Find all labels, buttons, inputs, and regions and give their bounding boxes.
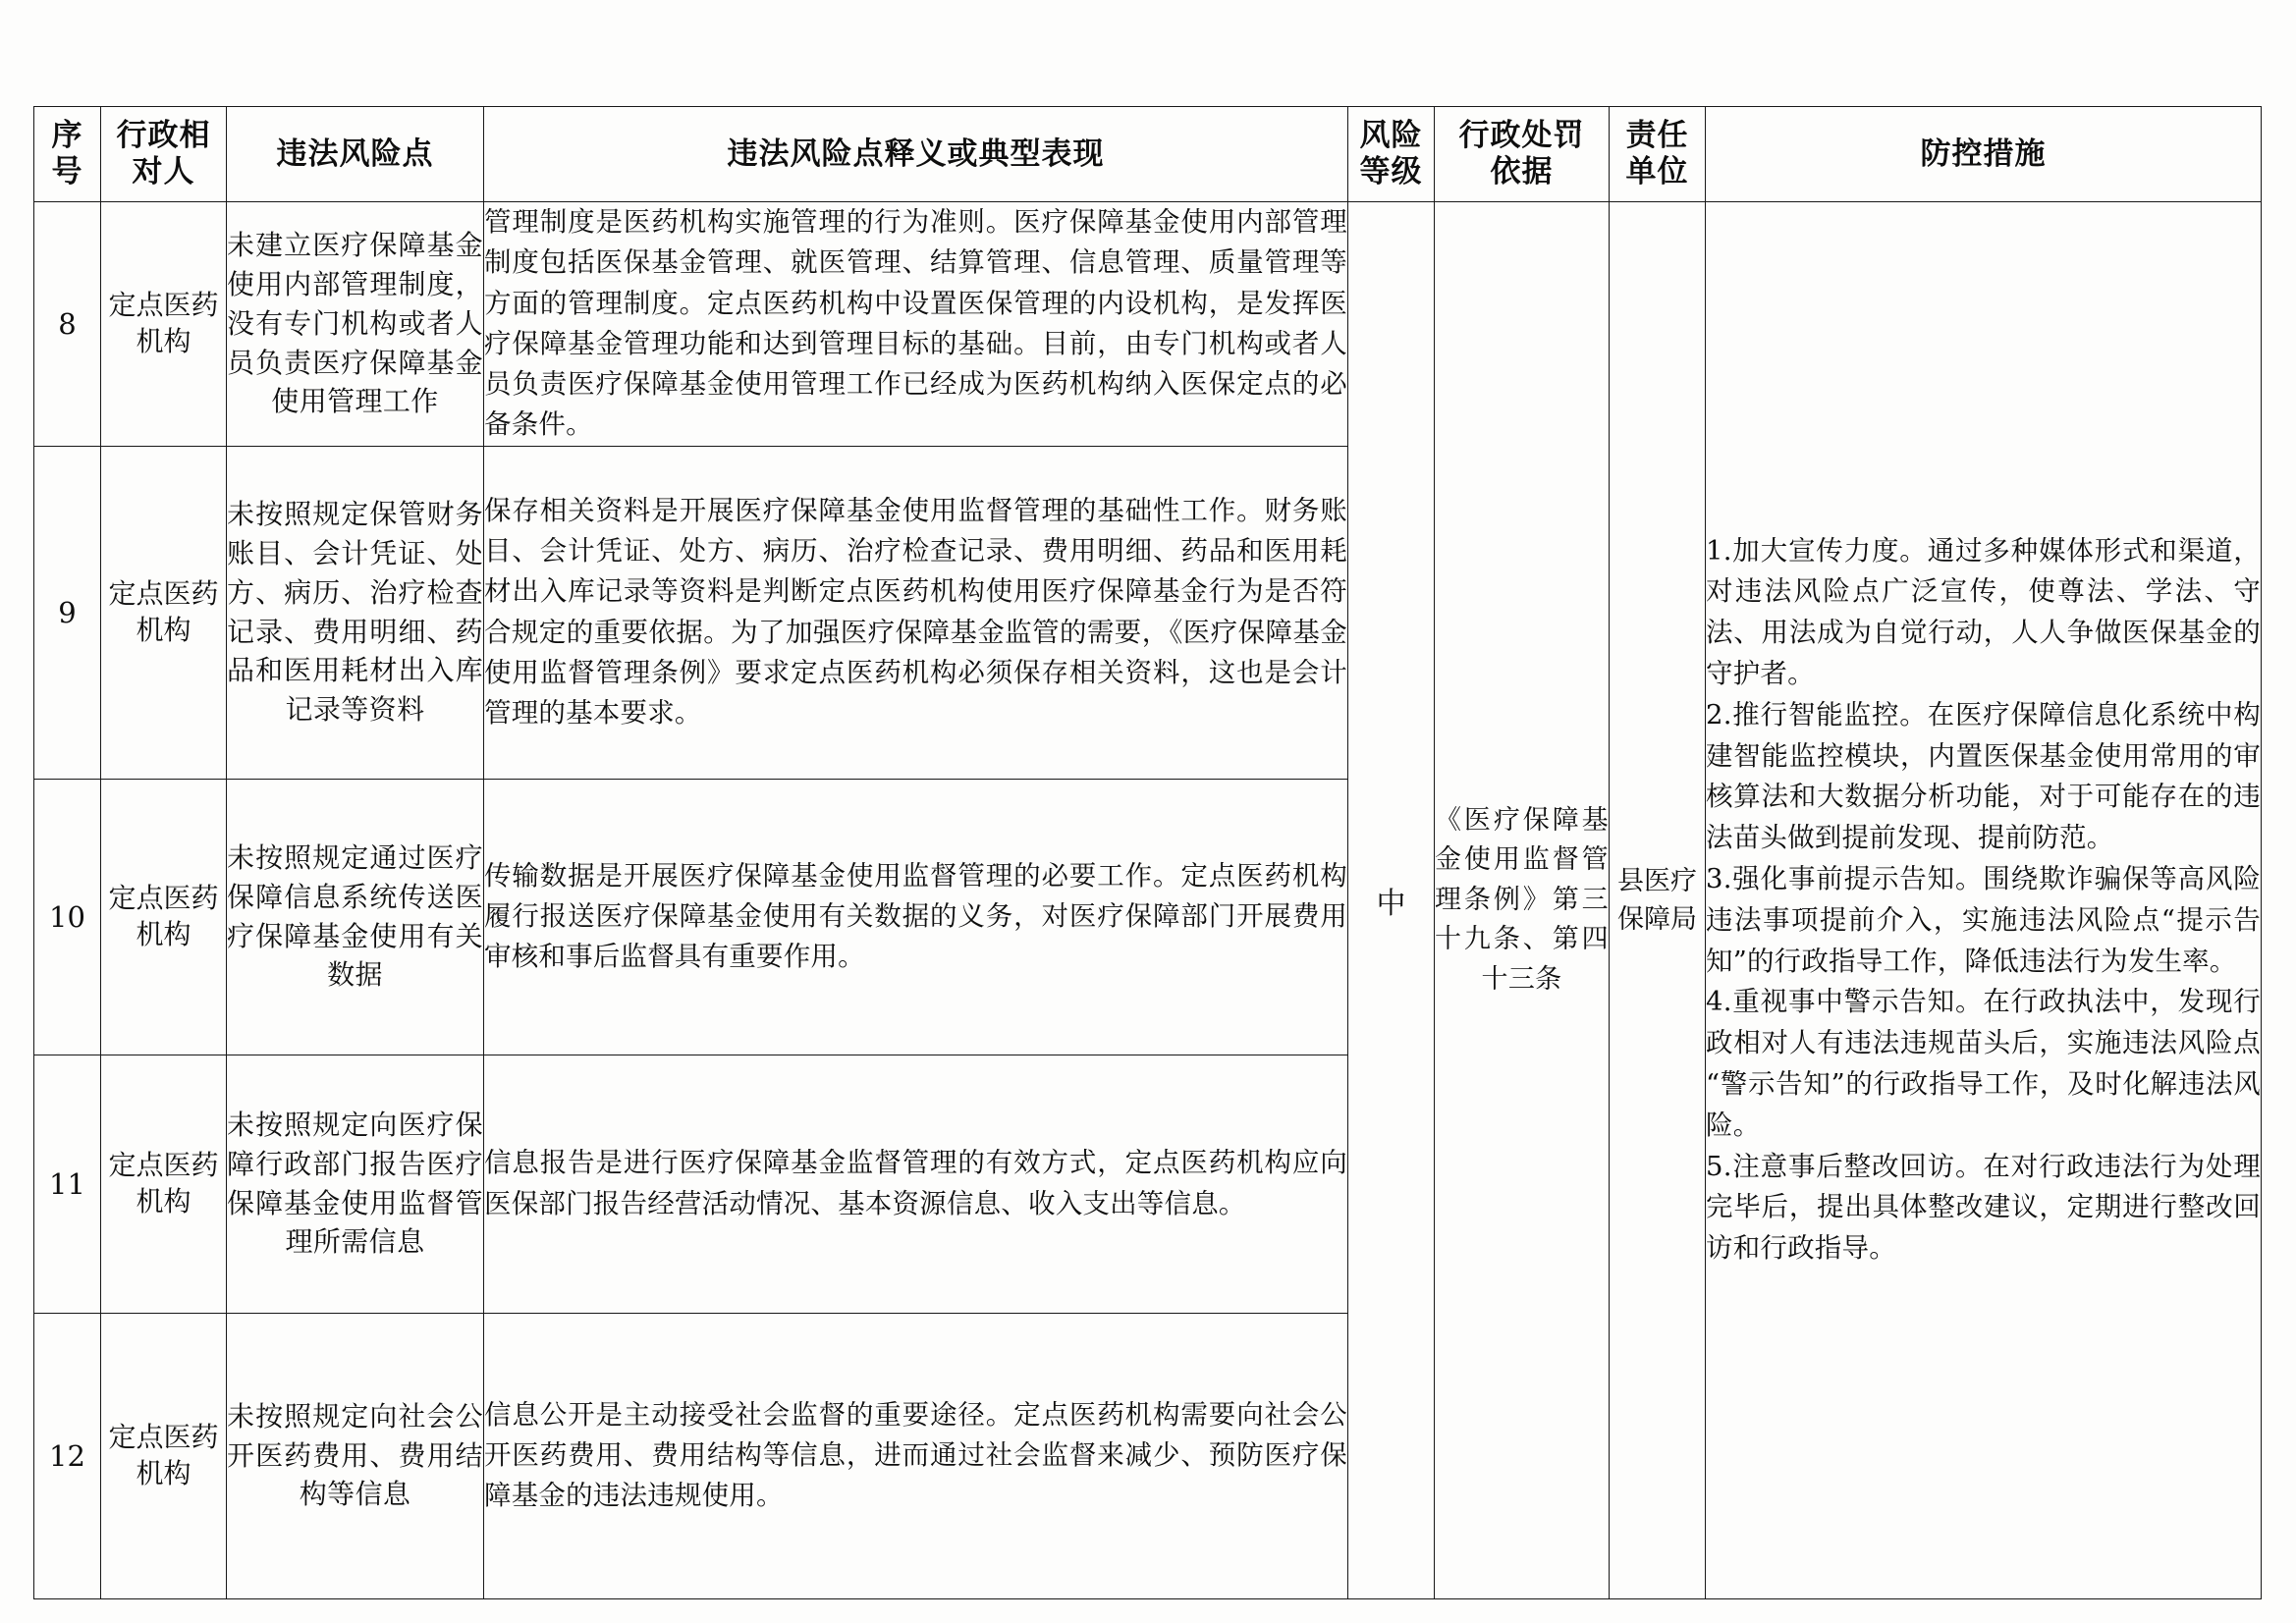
control-measure-item: 1.加大宣传力度。通过多种媒体形式和渠道，对违法风险点广泛宣传，使尊法、学法、守法、用法成为自觉行动，人人争做医保基金的守护者。 (1706, 534, 2261, 689)
cell-no: 10 (34, 779, 101, 1055)
column-header-control-measures (1706, 107, 2262, 202)
cell-risk-point: 未按照规定保管财务账目、会计凭证、处方、病历、治疗检查记录、费用明细、药品和医用耗材出入库记录等资料 (227, 446, 484, 779)
column-header-person (101, 107, 227, 202)
control-measure-item: 4.重视事中警示告知。在行政执法中，发现行政相对人有违法违规苗头后，实施违法风险点“警示告知”的行政指导工作，及时化解违法风险。 (1706, 986, 2261, 1141)
column-header-explanation-line1: 违法风险点释义或典型表现 (727, 135, 1105, 172)
column-header-control-measures-line1: 防控措施 (1920, 135, 2047, 172)
column-header-risk-level-line1: 风险 (1359, 118, 1423, 154)
control-measure-item: 5.注意事后整改回访。在对行政违法行为处理完毕后，提出具体整改建议，定期进行整改回访和行政指导。 (1706, 1150, 2261, 1265)
cell-risk-point: 未按照规定通过医疗保障信息系统传送医疗保障基金使用有关数据 (227, 779, 484, 1055)
cell-risk-point: 未按照规定向社会公开医药费用、费用结构等信息 (227, 1313, 484, 1598)
cell-explanation: 信息公开是主动接受社会监督的重要途径。定点医药机构需要向社会公开医药费用、费用结构等信息，进而通过社会监督来减少、预防医疗保障基金的违法违规使用。 (484, 1313, 1348, 1598)
cell-explanation: 信息报告是进行医疗保障基金监督管理的有效方式，定点医药机构应向医保部门报告经营活动情况、基本资源信息、收入支出等信息。 (484, 1055, 1348, 1313)
cell-person-line1: 定点医药 (108, 882, 219, 915)
cell-no: 12 (34, 1313, 101, 1598)
cell-person-line2: 机构 (136, 324, 191, 357)
column-header-responsible-unit-line2: 单位 (1625, 154, 1689, 189)
cell-explanation: 保存相关资料是开展医疗保障基金使用监督管理的基础性工作。财务账目、会计凭证、处方、病历、治疗检查记录、费用明细、药品和医用耗材出入库记录等资料是判断定点医药机构使用医疗保障基金行为是否符合规定的重要依据。为了加强医疗保障基金监管的需要，《医疗保障基金使用监督管理条例》要求定点医药机构必须保存相关资料，这也是会计管理的基本要求。 (484, 446, 1348, 779)
column-header-penalty-basis-line2: 依据 (1490, 154, 1554, 189)
cell-no: 8 (34, 202, 101, 447)
column-header-responsible-unit-line1: 责任 (1625, 118, 1689, 154)
cell-penalty-basis: 《医疗保障基金使用监督管理条例》第三十九条、第四十三条 (1435, 202, 1610, 1599)
cell-person (101, 1313, 227, 1598)
cell-risk-point: 未建立医疗保障基金使用内部管理制度，没有专门机构或者人员负责医疗保障基金使用管理工作 (227, 202, 484, 447)
cell-explanation: 管理制度是医药机构实施管理的行为准则。医疗保障基金使用内部管理制度包括医保基金管理、就医管理、结算管理、信息管理、质量管理等方面的管理制度。定点医药机构中设置医保管理的内设机构，是发挥医疗保障基金管理功能和达到管理目标的基础。目前，由专门机构或者人员负责医疗保障基金使用管理工作已经成为医药机构纳入医保定点的必备条件。 (484, 202, 1348, 447)
column-header-risk-point (227, 107, 484, 202)
column-header-no-line2: 号 (51, 154, 83, 189)
table-header (34, 107, 2262, 202)
control-measure-item: 3.强化事前提示告知。围绕欺诈骗保等高风险违法事项提前介入，实施违法风险点“提示告知”的行政指导工作，降低违法行为发生率。 (1706, 862, 2261, 977)
cell-person-line2: 机构 (136, 917, 191, 950)
column-header-risk-point-line1: 违法风险点 (276, 135, 434, 172)
cell-risk-point: 未按照规定向医疗保障行政部门报告医疗保障基金使用监督管理所需信息 (227, 1055, 484, 1313)
column-header-no-line1: 序 (51, 118, 83, 154)
cell-person-line1: 定点医药 (108, 289, 219, 322)
column-header-risk-level-line2: 等级 (1359, 154, 1423, 189)
cell-no: 9 (34, 446, 101, 779)
cell-person-line1: 定点医药 (108, 1149, 219, 1182)
header-row (34, 107, 2262, 202)
column-header-responsible-unit (1610, 107, 1706, 202)
cell-person-line2: 机构 (136, 613, 191, 646)
cell-no: 11 (34, 1055, 101, 1313)
column-header-risk-level (1348, 107, 1435, 202)
table-row (34, 202, 2262, 447)
cell-person (101, 1055, 227, 1313)
cell-control-measures (1706, 202, 2262, 1599)
column-header-explanation (484, 107, 1348, 202)
column-header-penalty-basis-line1: 行政处罚 (1458, 118, 1585, 154)
column-header-penalty-basis (1435, 107, 1610, 202)
column-header-no (34, 107, 101, 202)
cell-responsible-unit: 县医疗保障局 (1610, 202, 1706, 1599)
cell-risk-level: 中 (1348, 202, 1435, 1599)
risk-table-sheet (33, 106, 2261, 1512)
column-header-person-line1: 行政相 (116, 118, 211, 154)
cell-person-line2: 机构 (136, 1456, 191, 1489)
cell-person-line2: 机构 (136, 1184, 191, 1217)
cell-person (101, 779, 227, 1055)
control-measure-item: 2.推行智能监控。在医疗保障信息化系统中构建智能监控模块，内置医保基金使用常用的审核算法和大数据分析功能，对于可能存在的违法苗头做到提前发现、提前防范。 (1706, 698, 2261, 854)
cell-explanation: 传输数据是开展医疗保障基金使用监督管理的必要工作。定点医药机构履行报送医疗保障基金使用有关数据的义务，对医疗保障部门开展费用审核和事后监督具有重要作用。 (484, 779, 1348, 1055)
cell-person-line1: 定点医药 (108, 1421, 219, 1454)
cell-person (101, 202, 227, 447)
cell-person (101, 446, 227, 779)
table-body (34, 202, 2262, 1599)
cell-person-line1: 定点医药 (108, 577, 219, 611)
risk-prevention-table (33, 106, 2262, 1599)
column-header-person-line2: 对人 (132, 154, 195, 189)
